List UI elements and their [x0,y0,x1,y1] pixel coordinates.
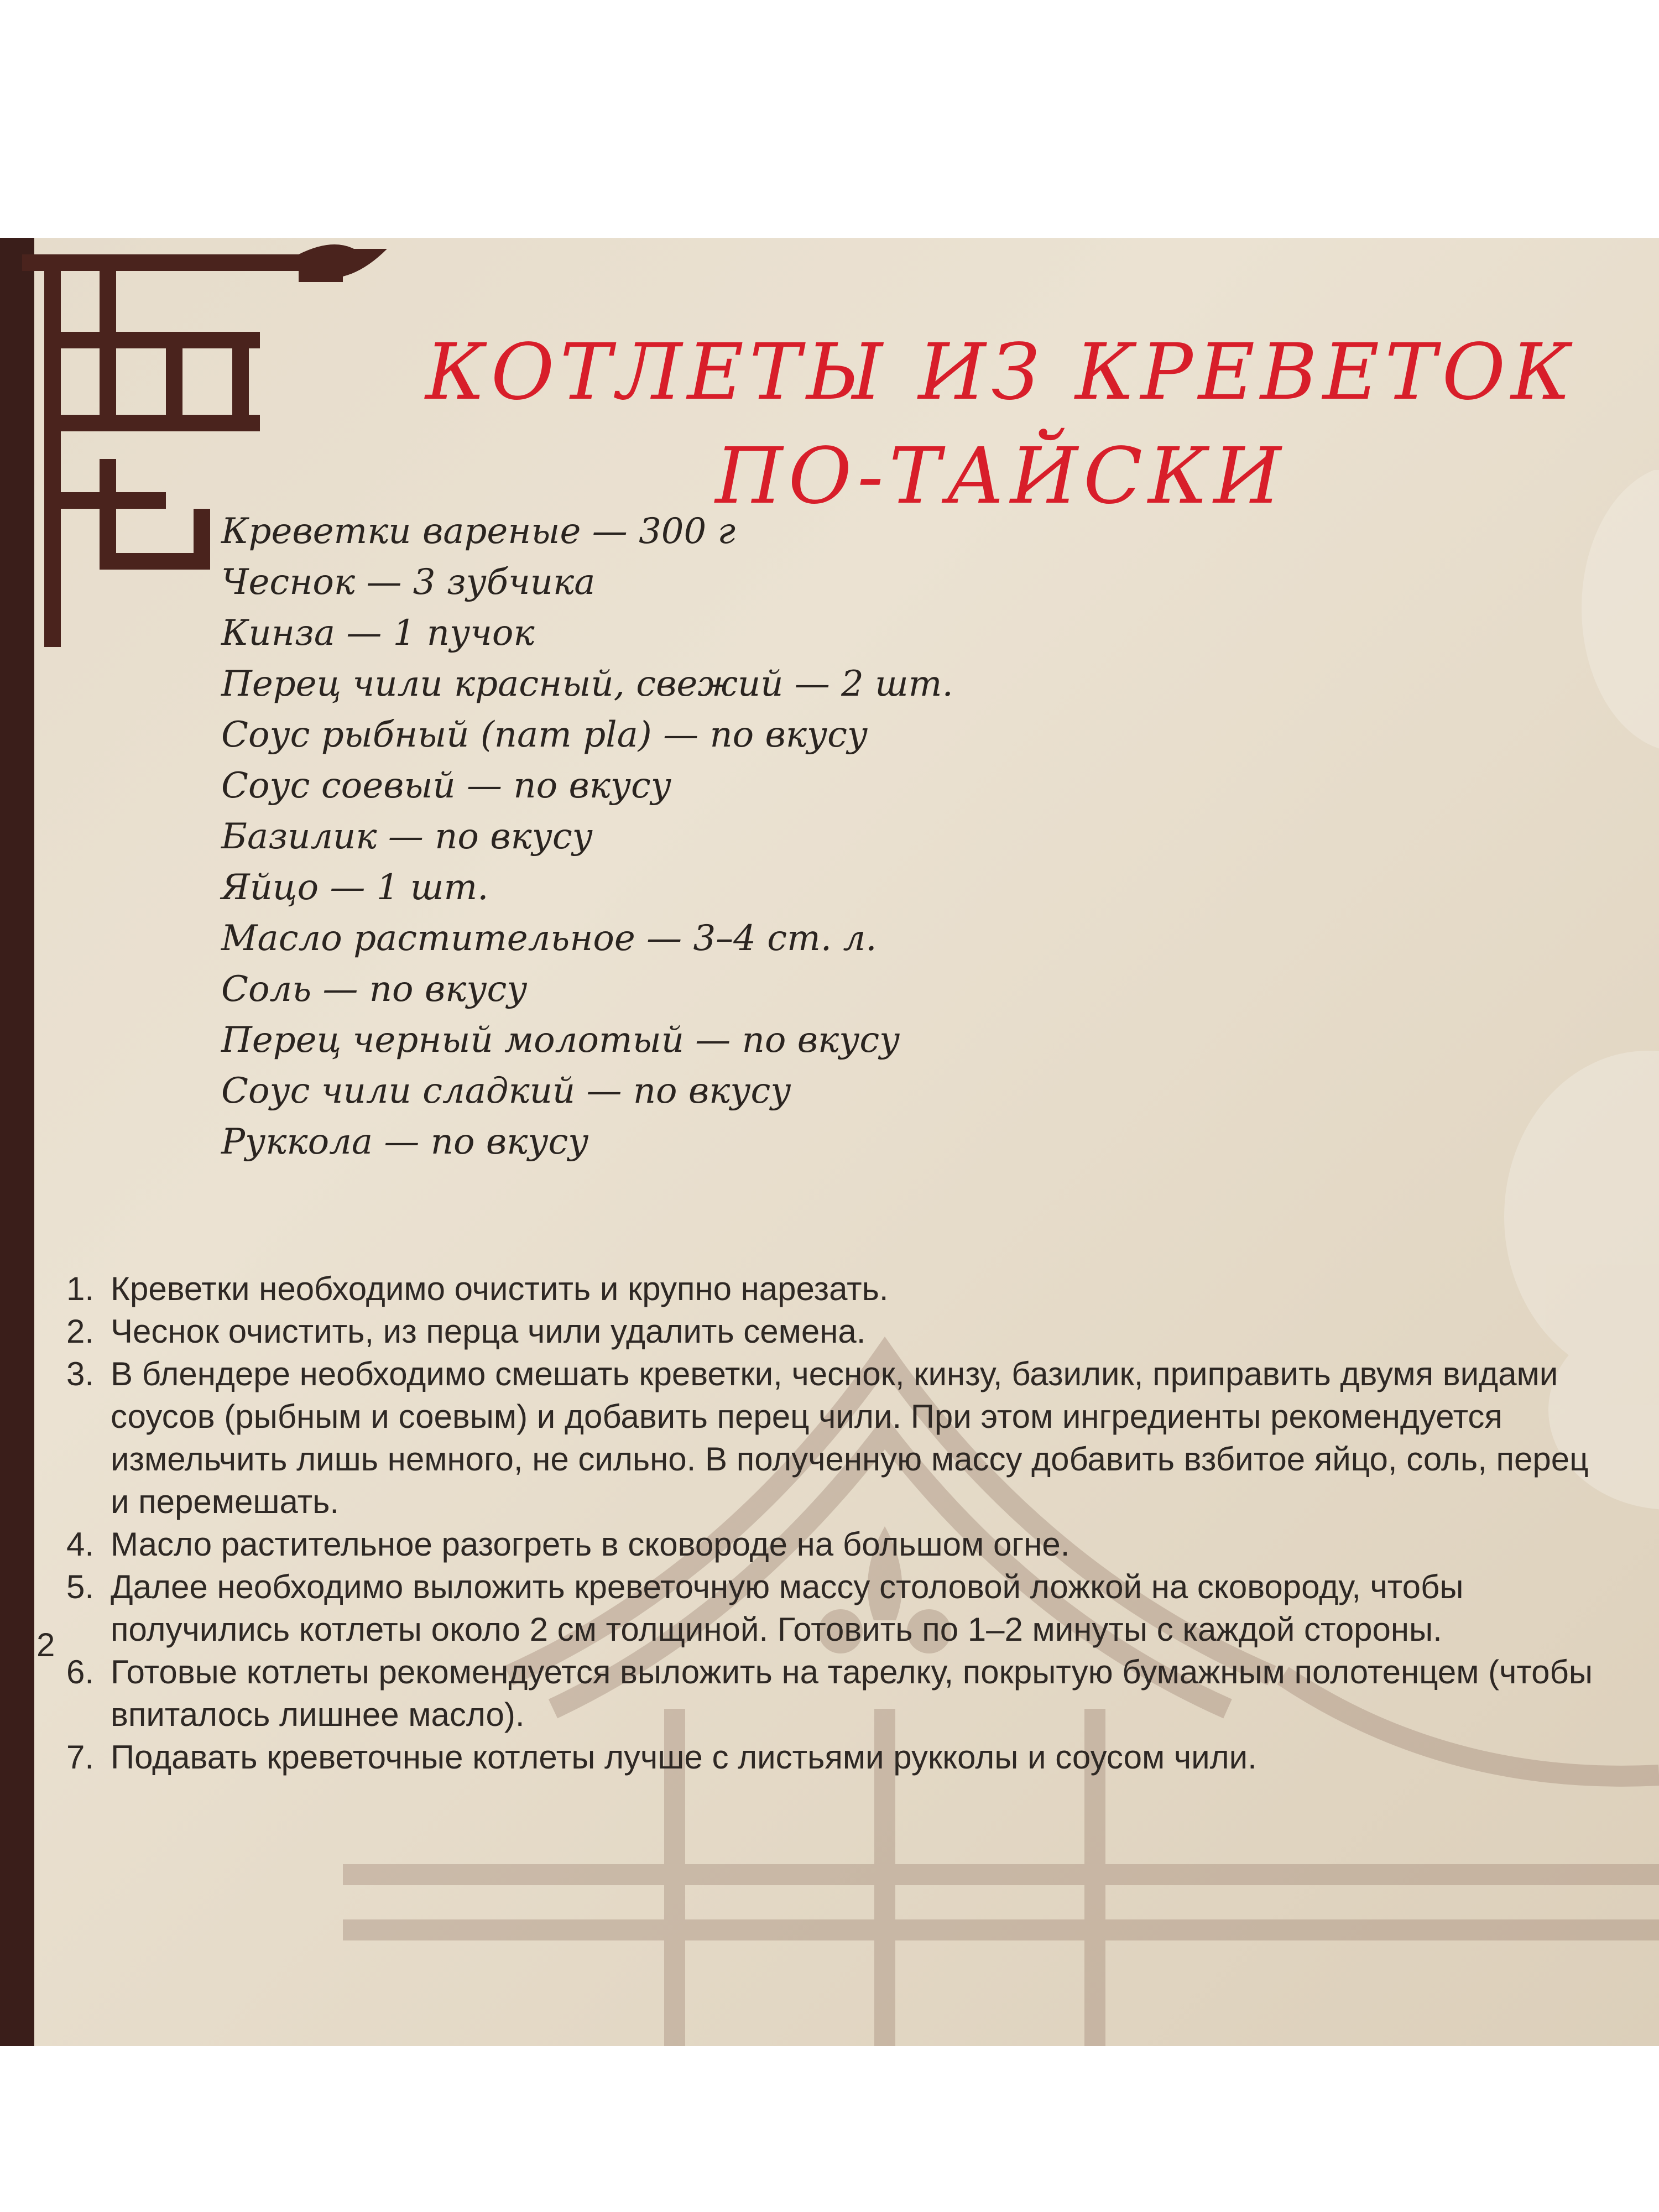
step-text: Далее необходимо выложить креветочную массу столовой ложкой на сковороду, чтобы получились котлеты около 2 см толщиной. Готовить по 1–2 минуты с каждой стороны. [111,1568,1464,1648]
title-line-2: ПО-ТАЙСКИ [715,431,1287,521]
ingredient-item: Яйцо — 1 шт. [221,867,489,908]
step-number: 2. [66,1313,95,1350]
step-number: 7. [66,1739,95,1776]
ingredient-item: Креветки вареные — 300 г [221,511,735,552]
step-text: Масло растительное разогреть в сковороде на большом огне. [111,1526,1070,1563]
ingredient-item: Кинза — 1 пучок [221,613,535,654]
step-text: Креветки необходимо очистить и крупно нарезать. [111,1270,889,1307]
ingredient-item: Соус чили сладкий — по вкусу [221,1071,791,1112]
instruction-step [66,1310,1604,1353]
recipe-title [420,321,1582,529]
ingredient-item: Соус рыбный (nam pla) — по вкусу [221,714,868,755]
ingredient-item: Масло растительное — 3–4 ст. л. [221,918,877,959]
step-number: 4. [66,1526,95,1563]
ingredient-item: Перец чили красный, свежий — 2 шт. [221,664,953,705]
ingredient-item: Чеснок — 3 зубчика [221,562,596,603]
step-number: 6. [66,1653,95,1691]
instruction-step [66,1566,1604,1651]
step-number: 1. [66,1270,95,1307]
ingredients-list [221,506,1106,1167]
instruction-step [66,1267,1604,1310]
ingredient-item: Перец черный молотый — по вкусу [221,1020,900,1061]
ingredient-item: Соус соевый — по вкусу [221,765,671,806]
ingredient-item: Руккола — по вкусу [221,1121,589,1162]
step-number: 3. [66,1355,95,1392]
step-text: В блендере необходимо смешать креветки, чеснок, кинзу, базилик, приправить двумя видами соусов (рыбным и соевым) и добавить перец чили. При этом ингредиенты рекомендуется измельчить лишь немного, не сильно. В полученную массу добавить взбитое яйцо, соль, перец и перемешать. [111,1355,1589,1520]
step-text: Чеснок очистить, из перца чили удалить семена. [111,1313,866,1350]
title-line-1: КОТЛЕТЫ ИЗ КРЕВЕТОК [425,327,1577,418]
instruction-step [66,1523,1604,1566]
instruction-step [66,1651,1604,1736]
instructions-list [66,1267,1604,1778]
ingredient-item: Соль — по вкусу [221,969,528,1010]
recipe-page [0,238,1659,2046]
instruction-step [66,1736,1604,1778]
step-text: Подавать креветочные котлеты лучше с листьями рукколы и соусом чили. [111,1739,1257,1776]
ingredient-item: Базилик — по вкусу [221,816,593,857]
instruction-step [66,1353,1604,1523]
page-number: 2 [36,1626,55,1663]
step-number: 5. [66,1568,95,1605]
step-text: Готовые котлеты рекомендуется выложить на тарелку, покрытую бумажным полотенцем (чтобы впиталось лишнее масло). [111,1653,1593,1733]
